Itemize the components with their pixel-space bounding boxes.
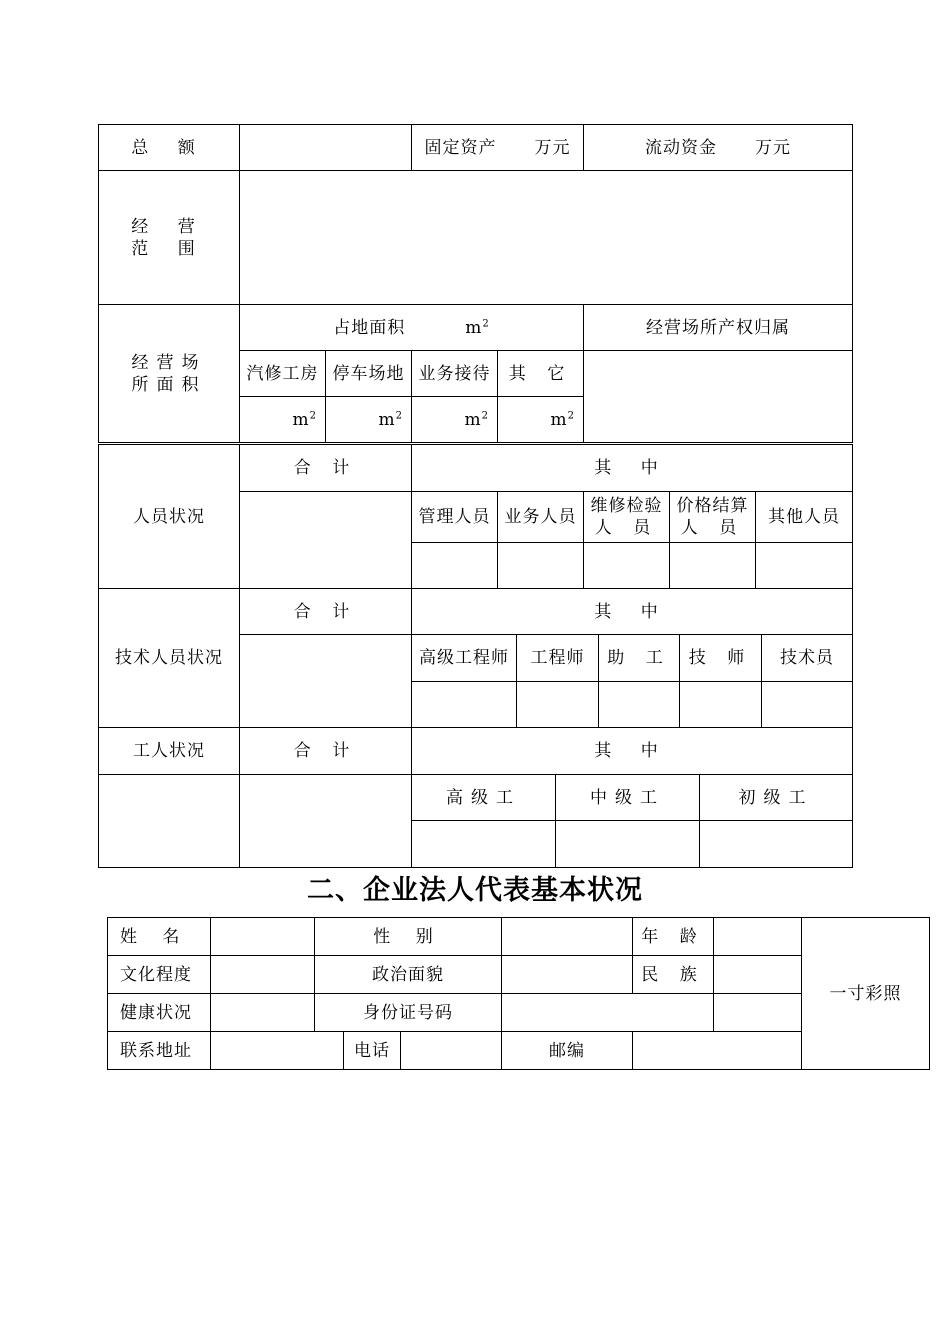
- technician-label: 技 师: [680, 635, 762, 682]
- senior-engineer-label: 高级工程师: [412, 635, 517, 682]
- postcode-label: 邮编: [502, 1032, 633, 1070]
- managers-value[interactable]: [412, 543, 498, 589]
- photo-placeholder: 一寸彩照: [802, 918, 930, 1070]
- parking-label: 停车场地: [326, 351, 412, 397]
- price-settle-value[interactable]: [670, 543, 756, 589]
- id-number-value[interactable]: [502, 994, 714, 1032]
- postcode-value[interactable]: [633, 1032, 802, 1070]
- personnel-label: 人员状况: [99, 445, 240, 589]
- ethnicity-label: 民 族: [633, 956, 714, 994]
- business-scope-label: 经 营 范 围: [99, 171, 240, 305]
- fixed-assets-cell[interactable]: 固定资产 万元: [412, 125, 584, 171]
- working-capital-cell[interactable]: 流动资金 万元: [584, 125, 853, 171]
- age-value[interactable]: [714, 918, 802, 956]
- age-label: 年 龄: [633, 918, 714, 956]
- section-title: 二、企业法人代表基本状况: [307, 875, 643, 906]
- worker-label: 工人状况: [99, 728, 240, 775]
- worker-table: [98, 727, 853, 868]
- mid-worker-label: 中级工: [556, 775, 700, 821]
- parking-area[interactable]: $m^2$: [326, 397, 412, 443]
- senior-worker-value[interactable]: [412, 821, 556, 868]
- legal-rep-table: [107, 917, 930, 1070]
- personnel-table: [98, 444, 853, 589]
- worker-label-blank: [99, 775, 240, 868]
- reception-area[interactable]: $m^2$: [412, 397, 498, 443]
- business-scope-value[interactable]: [240, 171, 853, 305]
- tech-subtotal-label: 合 计: [240, 589, 412, 635]
- land-area-cell[interactable]: 占地面积 $m^2$: [240, 305, 584, 351]
- total-label: 总 额: [99, 125, 240, 171]
- health-value[interactable]: [211, 994, 315, 1032]
- tech-staff-label: 技术人员状况: [99, 589, 240, 728]
- engineer-value[interactable]: [517, 682, 599, 728]
- property-ownership-value[interactable]: [584, 351, 853, 443]
- reception-label: 业务接待: [412, 351, 498, 397]
- business-staff-label: 业务人员: [498, 492, 584, 543]
- junior-worker-label: 初级工: [700, 775, 853, 821]
- name-value[interactable]: [211, 918, 315, 956]
- repair-workshop-area[interactable]: $m^2$: [240, 397, 326, 443]
- repair-inspect-label: 维修检验 人 员: [584, 492, 670, 543]
- repair-inspect-value[interactable]: [584, 543, 670, 589]
- worker-among-label: 其 中: [412, 728, 853, 775]
- repair-workshop-label: 汽修工房: [240, 351, 326, 397]
- tech-among-label: 其 中: [412, 589, 853, 635]
- tech-staff-table: [98, 588, 853, 728]
- total-value[interactable]: [240, 125, 412, 171]
- enterprise-info-table: [98, 124, 853, 443]
- gender-value[interactable]: [502, 918, 633, 956]
- phone-value[interactable]: [401, 1032, 502, 1070]
- price-settle-label: 价格结算 人 员: [670, 492, 756, 543]
- health-label: 健康状况: [108, 994, 211, 1032]
- business-staff-value[interactable]: [498, 543, 584, 589]
- property-ownership-label: 经营场所产权归属: [584, 305, 853, 351]
- other-staff-label: 其他人员: [756, 492, 853, 543]
- address-label: 联系地址: [108, 1032, 211, 1070]
- technician-value[interactable]: [680, 682, 762, 728]
- mid-worker-value[interactable]: [556, 821, 700, 868]
- worker-subtotal-value[interactable]: [240, 775, 412, 868]
- tech-worker-value[interactable]: [762, 682, 853, 728]
- site-area-label: 经营场 所面积: [99, 305, 240, 443]
- tech-subtotal-value[interactable]: [240, 635, 412, 728]
- senior-worker-label: 高级工: [412, 775, 556, 821]
- senior-engineer-value[interactable]: [412, 682, 517, 728]
- gender-label: 性 别: [315, 918, 502, 956]
- education-value[interactable]: [211, 956, 315, 994]
- assistant-engineer-label: 助 工: [599, 635, 680, 682]
- personnel-among-label: 其 中: [412, 445, 853, 492]
- managers-label: 管理人员: [412, 492, 498, 543]
- other-area[interactable]: $m^2$: [498, 397, 584, 443]
- junior-worker-value[interactable]: [700, 821, 853, 868]
- political-value[interactable]: [502, 956, 633, 994]
- assistant-engineer-value[interactable]: [599, 682, 680, 728]
- id-number-value-2[interactable]: [714, 994, 802, 1032]
- personnel-subtotal-value[interactable]: [240, 492, 412, 589]
- political-label: 政治面貌: [315, 956, 502, 994]
- ethnicity-value[interactable]: [714, 956, 802, 994]
- education-label: 文化程度: [108, 956, 211, 994]
- worker-subtotal-label: 合 计: [240, 728, 412, 775]
- personnel-subtotal-label: 合 计: [240, 445, 412, 492]
- other-staff-value[interactable]: [756, 543, 853, 589]
- phone-label: 电话: [344, 1032, 401, 1070]
- id-number-label: 身份证号码: [315, 994, 502, 1032]
- engineer-label: 工程师: [517, 635, 599, 682]
- address-value[interactable]: [211, 1032, 344, 1070]
- name-label: 姓 名: [108, 918, 211, 956]
- other-area-label: 其 它: [498, 351, 584, 397]
- tech-worker-label: 技术员: [762, 635, 853, 682]
